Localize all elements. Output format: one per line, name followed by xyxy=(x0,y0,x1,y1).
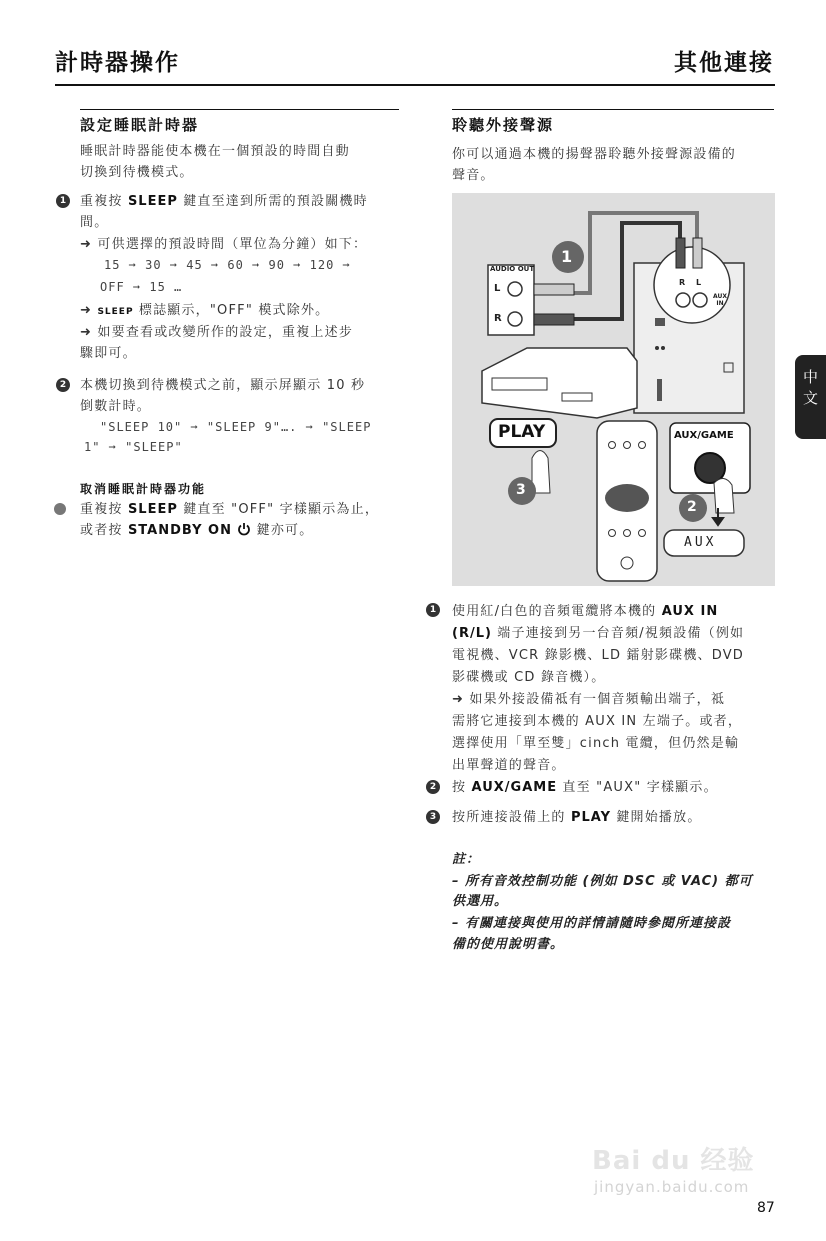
language-tab-label: 中文 xyxy=(801,369,819,411)
aux-step1-line8: 出單聲道的聲音。 xyxy=(452,758,566,773)
aux-step1-line1: 使用紅/白色的音頻電纜將本機的 AUX IN xyxy=(452,604,719,619)
aux-step-3-number: 3 xyxy=(426,810,440,824)
main-unit-dot xyxy=(655,346,659,350)
sleep-sequence-line2: OFF ➞ 15 … xyxy=(100,280,183,294)
aux-step-2-number: 2 xyxy=(426,780,440,794)
aux-section-title: 聆聽外接聲源 xyxy=(452,116,555,134)
audio-out-label: AUDIO OUT xyxy=(490,265,535,273)
connection-illustration xyxy=(452,193,775,586)
sleep-section-title: 設定睡眠計時器 xyxy=(80,116,200,134)
play-label: PLAY xyxy=(498,422,546,442)
aux-step2-line: 按 AUX/GAME 直至 "AUX" 字樣顯示。 xyxy=(452,780,718,795)
note-line2: 供選用。 xyxy=(452,894,509,909)
badge-3-label: 3 xyxy=(516,482,526,498)
aux-game-label: AUX/GAME xyxy=(674,430,734,441)
header-rule xyxy=(55,84,775,86)
main-unit-connector-strip xyxy=(657,379,662,401)
language-tab xyxy=(795,355,826,439)
red-plug xyxy=(676,238,685,268)
main-unit-dot xyxy=(661,346,665,350)
header-left-title: 計時器操作 xyxy=(55,50,180,76)
note-line3: – 有關連接與使用的詳情請隨時參閱所連接設 xyxy=(452,916,732,931)
step-1-number: 1 xyxy=(56,194,70,208)
player-tray xyxy=(492,378,547,390)
aux-step1-line7: 選擇使用「單至雙」cinch 電纜，但仍然是輸 xyxy=(452,736,740,751)
aux-step1-line6: 需將它連接到本機的 AUX IN 左端子。或者， xyxy=(452,714,743,729)
aux-in-l-label: L xyxy=(696,278,702,287)
badge-2-label: 2 xyxy=(687,499,697,515)
aux-intro-line2: 聲音。 xyxy=(452,168,495,183)
sleep-sequence-line1: 15 ➞ 30 ➞ 45 ➞ 60 ➞ 90 ➞ 120 ➞ xyxy=(104,258,351,272)
cancel-sleep-key: SLEEP xyxy=(127,502,178,517)
sleep-indicator-label: SLEEP xyxy=(97,307,134,317)
aux-in-r-label: R xyxy=(679,278,686,287)
note-label: 註： xyxy=(452,852,481,867)
sleep-key: SLEEP xyxy=(127,194,178,209)
rl-key: (R/L) xyxy=(452,626,492,641)
cancel-section-title: 取消睡眠計時器功能 xyxy=(80,482,207,496)
aux-in-label: AUX IN xyxy=(713,293,727,307)
cancel-line1: 重複按 SLEEP 鍵直至 "OFF" 字樣顯示為止， xyxy=(80,502,380,517)
badge-1-label: 1 xyxy=(561,247,573,266)
sleep-sub1: ➜ 可供選擇的預設時間（單位為分鐘）如下： xyxy=(80,237,368,252)
aux-step1-line2: (R/L) 端子連接到另一台音頻/視頻設備（例如 xyxy=(452,626,745,641)
aux-step3-line: 按所連接設備上的 PLAY 鍵開始播放。 xyxy=(452,810,702,825)
aux-step1-line4: 影碟機或 CD 錄音機）。 xyxy=(452,670,606,685)
aux-step1-line5: ➜ 如果外接設備祗有一個音頻輸出端子，祗 xyxy=(452,692,726,707)
watermark-url: jingyan.baidu.com xyxy=(594,1178,750,1196)
power-icon xyxy=(237,522,251,536)
header-right-title: 其他連接 xyxy=(674,50,774,76)
cancel-line2: 或者按 STANDBY ON 鍵亦可。 xyxy=(80,523,314,538)
main-unit-port xyxy=(655,318,665,326)
note-line1: – 所有音效控制功能 (例如 DSC 或 VAC) 都可 xyxy=(452,874,753,889)
cancel-bullet xyxy=(54,503,66,515)
audio-out-red-plug xyxy=(534,314,574,325)
note-line4: 備的使用說明書。 xyxy=(452,937,565,952)
standby-key: STANDBY ON xyxy=(127,523,232,538)
player-display xyxy=(562,393,592,401)
connection-diagram xyxy=(452,193,775,586)
aux-in-l-jack xyxy=(693,293,707,307)
aux-game-key: AUX/GAME xyxy=(471,780,558,795)
aux-display-text: AUX xyxy=(684,535,717,550)
remote-navigation-pad xyxy=(605,484,649,512)
watermark-logo: Bai du 经验 xyxy=(592,1146,755,1176)
sleep-step1-line2: 間。 xyxy=(80,215,109,230)
audio-out-l-label: L xyxy=(494,283,501,294)
page-number: 87 xyxy=(757,1200,775,1216)
sleep-step1-line1: 重複按 SLEEP 鍵直至達到所需的預設關機時 xyxy=(80,194,368,209)
aux-in-key: AUX IN xyxy=(661,604,719,619)
countdown-sequence-line1: "SLEEP 10" ➞ "SLEEP 9"…. ➞ "SLEEP xyxy=(100,420,372,434)
aux-step-1-number: 1 xyxy=(426,603,440,617)
play-key: PLAY xyxy=(570,810,611,825)
white-plug xyxy=(693,238,702,268)
aux-intro-line1: 你可以通過本機的揚聲器聆聽外接聲源設備的 xyxy=(452,147,737,162)
sleep-step2-line1: 本機切換到待機模式之前，顯示屏顯示 10 秒 xyxy=(80,378,366,393)
aux-section-rule xyxy=(452,109,774,110)
sleep-step2-line2: 倒數計時。 xyxy=(80,399,152,414)
countdown-sequence-line2: 1" ➞ "SLEEP" xyxy=(84,440,183,454)
sleep-intro-line1: 睡眠計時器能使本機在一個預設的時間自動 xyxy=(80,144,350,159)
finger-press-aux xyxy=(714,478,734,513)
step-2-number: 2 xyxy=(56,378,70,392)
aux-step1-line3: 電視機、VCR 錄影機、LD 鐳射影碟機、DVD xyxy=(452,648,745,663)
aux-in-magnifier xyxy=(654,247,730,323)
audio-out-l-jack xyxy=(508,282,522,296)
audio-out-r-jack xyxy=(508,312,522,326)
sleep-sub3-line2: 驟即可。 xyxy=(80,346,137,361)
sleep-section-rule xyxy=(80,109,399,110)
sleep-intro-line2: 切換到待機模式。 xyxy=(80,165,194,180)
aux-in-r-jack xyxy=(676,293,690,307)
sleep-sub3-line1: ➜ 如要查看或改變所作的設定，重複上述步 xyxy=(80,325,354,340)
audio-out-r-label: R xyxy=(494,313,502,324)
sleep-sub2: ➜ SLEEP 標誌顯示，"OFF" 模式除外。 xyxy=(80,303,330,318)
audio-out-white-plug xyxy=(534,284,574,295)
